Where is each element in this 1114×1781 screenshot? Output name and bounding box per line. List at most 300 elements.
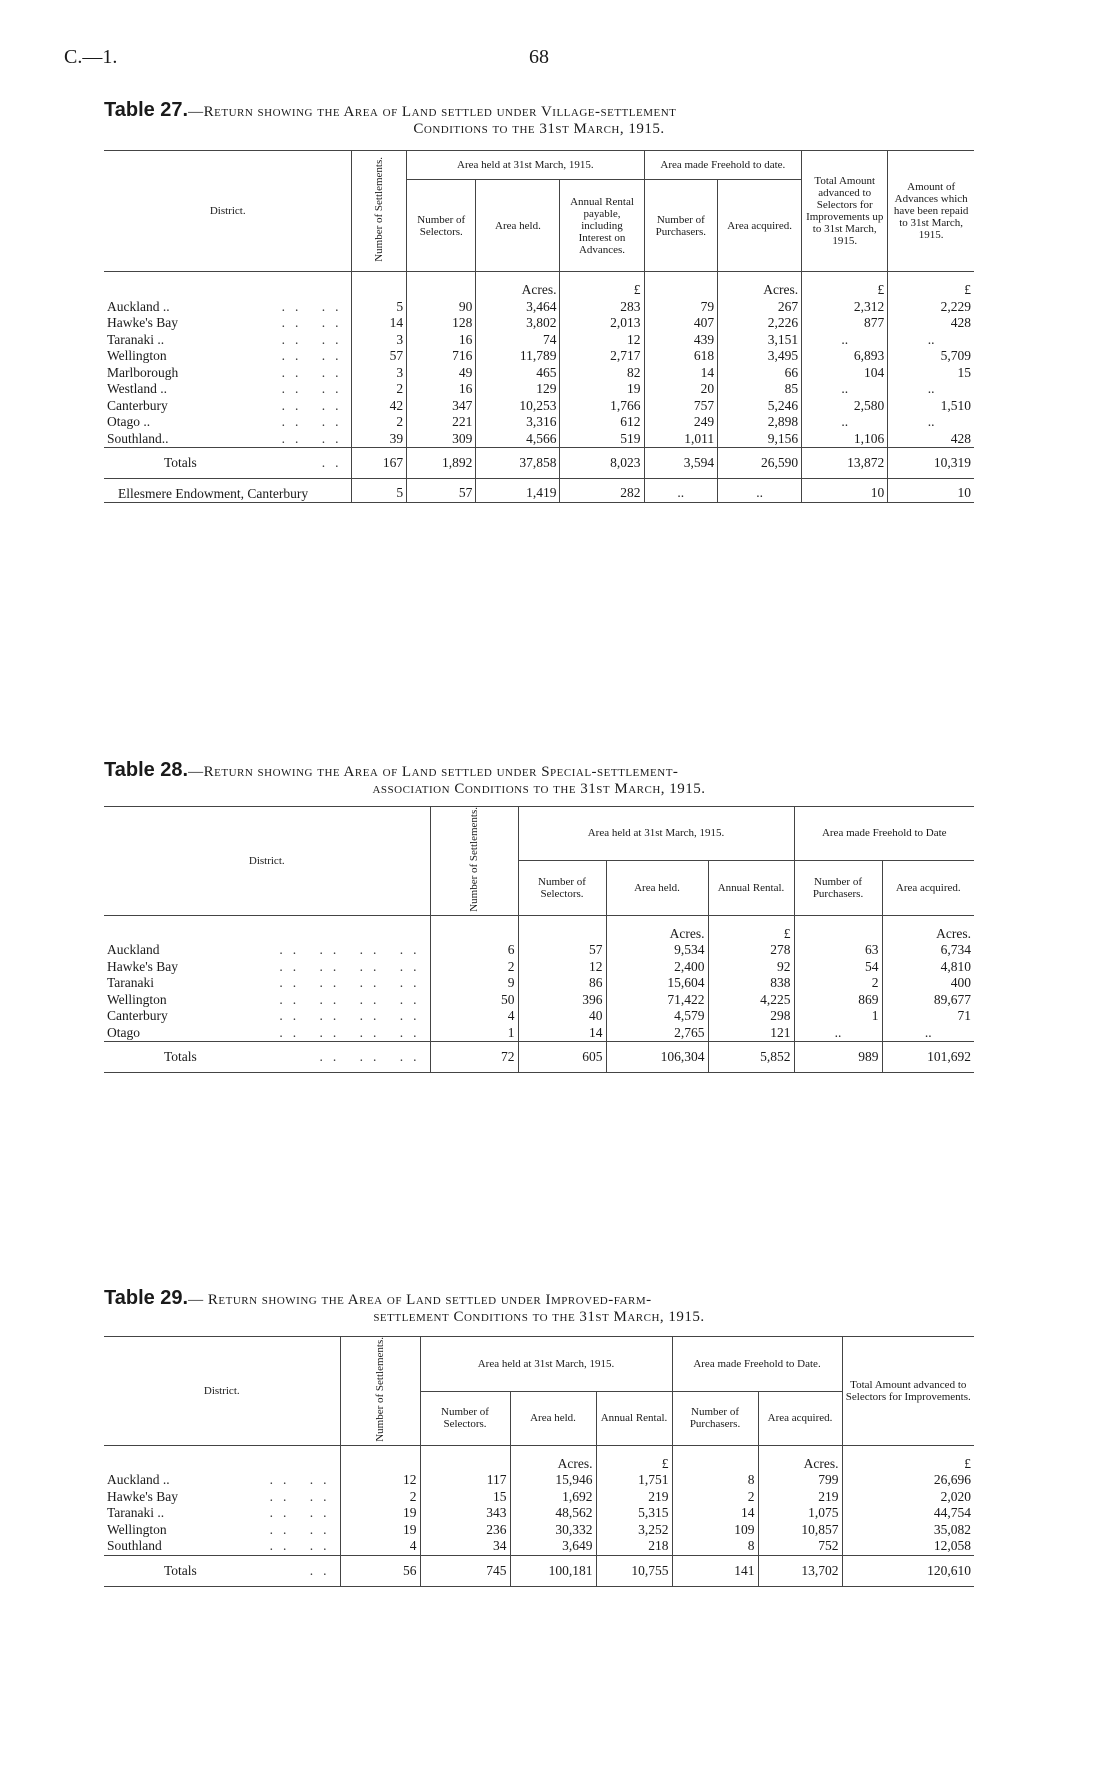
data-cell: 6,734 [882,942,974,959]
t28-header-area-held-group: Area held at 31st March, 1915. [518,807,794,861]
table-row [104,1522,974,1539]
data-cell: 90 [407,299,476,316]
data-cell: 2,717 [560,348,644,365]
t27-header-area-held-group: Area held at 31st March, 1915. [407,151,644,180]
data-cell: 2,226 [718,315,802,332]
unit-label: £ [842,1445,974,1472]
data-cell: 249 [644,414,718,431]
units-cell-district [104,272,352,299]
t29-header-area-held: Area held. [510,1391,596,1445]
extra-cell: 10 [802,479,888,503]
table-row [104,942,974,959]
table29-title-line2: settlement Conditions to the 31st March, 1915. [373,1309,705,1325]
data-cell: 1,075 [758,1505,842,1522]
table-row [104,1472,974,1489]
t29-header-rental: Annual Rental. [596,1391,672,1445]
data-cell: .. [794,1025,882,1042]
district-name: Westland .. .. .. [107,381,349,396]
data-cell: 63 [794,942,882,959]
unit-label: Acres. [718,272,802,299]
data-cell: 612 [560,414,644,431]
t29-header-selectors: Number of Selectors. [420,1391,510,1445]
leader-dots: .. [309,1562,337,1578]
t27-body [104,272,974,503]
data-cell: 219 [758,1489,842,1506]
total-cell: 8,023 [560,448,644,479]
t28-header-freehold-group: Area made Freehold to Date [794,807,974,861]
t27-header-repaid: Amount of Advances which have been repaid to 31st March, 1915. [888,151,974,272]
t28-header-area-held: Area held. [606,860,708,915]
leader-dots: .. .. [281,430,349,446]
table-row [104,315,974,332]
data-cell: 428 [888,431,974,448]
table-row [104,381,974,398]
data-cell: 5,246 [718,398,802,415]
data-cell: 12 [560,332,644,349]
data-cell: 14 [352,315,407,332]
data-cell: 838 [708,975,794,992]
leader-dots: .. .. [281,414,349,429]
leader-dots: .. .. [269,1538,337,1554]
district-name: Canterbury .. .. .. .. [107,1008,427,1024]
data-cell: 396 [518,992,606,1009]
data-cell: 15,946 [510,1472,596,1489]
data-cell: 3,252 [596,1522,672,1539]
data-cell: 519 [560,431,644,448]
data-cell: 298 [708,1008,794,1025]
unit-label: £ [708,915,794,942]
data-cell: 6,893 [802,348,888,365]
unit-label: £ [596,1445,672,1472]
table-row [104,1489,974,1506]
data-cell: 278 [708,942,794,959]
data-cell: 618 [644,348,718,365]
unit-label [340,1445,420,1472]
table-row [104,959,974,976]
data-cell: 50 [430,992,518,1009]
data-cell: 347 [407,398,476,415]
leader-dots: .. .. [269,1472,337,1488]
table27 [104,150,974,503]
district-name: Hawke's Bay .. .. [107,315,349,330]
data-cell: 2 [340,1489,420,1506]
unit-label [420,1445,510,1472]
table27-title-line1: —Return showing the Area of Land settled under Village-settlement [188,104,677,120]
district-name: Taranaki .. .. .. .. [107,975,427,991]
data-cell: .. [888,381,974,398]
data-cell: 35,082 [842,1522,974,1539]
table28-title-line2: association Conditions to the 31st March, 1915. [372,781,706,797]
data-cell: 104 [802,365,888,382]
data-cell: 2,400 [606,959,708,976]
data-cell: 12 [340,1472,420,1489]
unit-label [672,1445,758,1472]
data-cell: 2 [352,414,407,431]
total-cell: 141 [672,1555,758,1586]
totals-row [104,1042,974,1073]
data-cell: 3,802 [476,315,560,332]
data-cell: 4,579 [606,1008,708,1025]
unit-label: Acres. [510,1445,596,1472]
data-cell: .. [802,381,888,398]
data-cell: 9,156 [718,431,802,448]
extra-cell: 282 [560,479,644,503]
total-cell: 13,872 [802,448,888,479]
total-cell: 1,892 [407,448,476,479]
data-cell: 3,495 [718,348,802,365]
data-cell: 1 [430,1025,518,1042]
data-cell: 2 [430,959,518,976]
data-cell: 1,766 [560,398,644,415]
units-row [104,272,974,299]
data-cell: 8 [672,1538,758,1555]
totals-label: Totals .. [104,1555,340,1586]
total-cell: 120,610 [842,1555,974,1586]
table-row [104,1008,974,1025]
data-cell: 14 [672,1505,758,1522]
data-cell: 2 [794,975,882,992]
district-name: Wellington .. .. [107,1521,337,1537]
data-cell: 19 [560,381,644,398]
data-cell: 4 [430,1008,518,1025]
table29-title-line1: — Return showing the Area of Land settled under Improved-farm- [188,1292,652,1308]
table28 [104,806,974,1073]
data-cell: 9,534 [606,942,708,959]
data-cell: 12,058 [842,1538,974,1555]
leader-dots: .. .. [281,364,349,380]
table28-title [104,759,974,798]
data-cell: 3,649 [510,1538,596,1555]
t27-header-freehold-group: Area made Freehold to date. [644,151,802,180]
leader-dots: .. .. [281,298,349,314]
data-cell: 79 [644,299,718,316]
district-name: Auckland .. .. .. .. [107,942,427,958]
district-name: Taranaki .. .. .. [107,331,349,347]
district-name: Wellington .. .. [107,348,349,363]
extra-cell: .. [644,479,718,503]
t27-header-settlements: Number of Settlements. [352,151,407,272]
table-row [104,1538,974,1555]
data-cell: 15,604 [606,975,708,992]
unit-label: Acres. [758,1445,842,1472]
page-number: 68 [529,46,549,68]
data-cell: 4 [340,1538,420,1555]
leader-dots: .. .. [281,348,349,363]
data-cell: 799 [758,1472,842,1489]
data-cell: 3,316 [476,414,560,431]
extra-cell: 1,419 [476,479,560,503]
total-cell: 10,319 [888,448,974,479]
data-cell: .. [802,332,888,349]
table-row [104,332,974,349]
data-cell: 57 [518,942,606,959]
leader-dots: .. .. [281,381,349,396]
data-cell: 66 [718,365,802,382]
data-cell: 15 [420,1489,510,1506]
district-name: Southland .. .. [107,1538,337,1554]
data-cell: 14 [518,1025,606,1042]
data-cell: 1,692 [510,1489,596,1506]
data-cell: 1,106 [802,431,888,448]
t28-header-district: District. [104,807,430,916]
district-name: Otago .. .. .. .. [107,1024,427,1040]
data-cell: 5 [352,299,407,316]
data-cell: 6 [430,942,518,959]
leader-dots: .. .. .. .. [279,1024,427,1040]
data-cell: 44,754 [842,1505,974,1522]
data-cell: 26,696 [842,1472,974,1489]
total-cell: 26,590 [718,448,802,479]
data-cell: 465 [476,365,560,382]
leader-dots: .. .. [269,1505,337,1521]
district-name: Auckland .. .. .. [107,298,349,314]
t27-header-area-acquired: Area acquired. [718,180,802,272]
data-cell: 400 [882,975,974,992]
unit-label [352,272,407,299]
data-cell: 92 [708,959,794,976]
data-cell: 121 [708,1025,794,1042]
district-name: Wellington .. .. .. .. [107,991,427,1007]
table-row [104,299,974,316]
total-cell: 3,594 [644,448,718,479]
leader-dots: .. .. [269,1521,337,1537]
data-cell: 48,562 [510,1505,596,1522]
t28-body [104,915,974,1073]
data-cell: 1 [794,1008,882,1025]
data-cell: 407 [644,315,718,332]
data-cell: 117 [420,1472,510,1489]
units-row [104,1445,974,1472]
table28-title-line1: —Return showing the Area of Land settled under Special-settlement- [188,764,679,780]
data-cell: 2,229 [888,299,974,316]
data-cell: 267 [718,299,802,316]
unit-label [430,915,518,942]
t29-header-area-acquired: Area acquired. [758,1391,842,1445]
table-row [104,431,974,448]
leader-dots: .. .. .. .. [279,991,427,1007]
data-cell: 2,580 [802,398,888,415]
t28-header-purchasers: Number of Purchasers. [794,860,882,915]
total-cell: 106,304 [606,1042,708,1073]
data-cell: 14 [644,365,718,382]
data-cell: 428 [888,315,974,332]
unit-label: Acres. [606,915,708,942]
data-cell: 71 [882,1008,974,1025]
total-cell: 37,858 [476,448,560,479]
total-cell: 5,852 [708,1042,794,1073]
district-name: Hawke's Bay .. .. [107,1488,337,1504]
data-cell: 40 [518,1008,606,1025]
unit-label [518,915,606,942]
data-cell: 309 [407,431,476,448]
totals-row [104,1555,974,1586]
district-name: Hawke's Bay .. .. .. .. [107,958,427,974]
total-cell: 56 [340,1555,420,1586]
data-cell: 12 [518,959,606,976]
data-cell: 221 [407,414,476,431]
t28-header-settlements: Number of Settlements. [430,807,518,916]
data-cell: 752 [758,1538,842,1555]
total-cell: 100,181 [510,1555,596,1586]
units-cell-district [104,1445,340,1472]
data-cell: 34 [420,1538,510,1555]
data-cell: 74 [476,332,560,349]
t27-header-purchasers: Number of Purchasers. [644,180,718,272]
leader-dots: .. .. .. [319,1049,427,1065]
district-name: Southland.. .. .. [107,430,349,446]
data-cell: 3 [352,332,407,349]
data-cell: 2,312 [802,299,888,316]
unit-label: Acres. [476,272,560,299]
data-cell: 42 [352,398,407,415]
leader-dots: .. .. .. .. [279,1008,427,1024]
data-cell: 49 [407,365,476,382]
district-name: Canterbury .. .. [107,397,349,413]
t29-header-area-held-group: Area held at 31st March, 1915. [420,1337,672,1392]
total-cell: 745 [420,1555,510,1586]
data-cell: 11,789 [476,348,560,365]
data-cell: 2 [672,1489,758,1506]
table29 [104,1336,974,1587]
t29-header-freehold-group: Area made Freehold to Date. [672,1337,842,1392]
unit-label [794,915,882,942]
data-cell: .. [888,332,974,349]
extra-label: Ellesmere Endowment, Canterbury [104,479,352,503]
data-cell: .. [888,414,974,431]
data-cell: 86 [518,975,606,992]
data-cell: 2 [352,381,407,398]
data-cell: 1,510 [888,398,974,415]
table-row [104,1025,974,1042]
totals-label: Totals .. .. .. [104,1042,430,1073]
data-cell: 15 [888,365,974,382]
data-cell: 1,011 [644,431,718,448]
data-cell: 3,151 [718,332,802,349]
table27-title [104,99,974,138]
total-cell: 13,702 [758,1555,842,1586]
table-row [104,975,974,992]
t28-header-rental: Annual Rental. [708,860,794,915]
t27-header-selectors: Number of Selectors. [407,180,476,272]
district-name: Marlborough .. .. [107,364,349,380]
data-cell: 89,677 [882,992,974,1009]
leader-dots: .. .. .. .. [279,958,427,974]
data-cell: 16 [407,332,476,349]
table-row [104,1505,974,1522]
data-cell: 5,315 [596,1505,672,1522]
data-cell: 877 [802,315,888,332]
data-cell: 218 [596,1538,672,1555]
data-cell: 2,898 [718,414,802,431]
data-cell: 109 [672,1522,758,1539]
data-cell: 219 [596,1489,672,1506]
data-cell: .. [802,414,888,431]
extra-cell: 10 [888,479,974,503]
leader-dots: .. .. .. .. [279,942,427,958]
extra-cell: .. [718,479,802,503]
table29-number: Table 29. [104,1287,189,1309]
total-cell: 167 [352,448,407,479]
data-cell: .. [882,1025,974,1042]
table29-title [104,1287,974,1326]
t29-header-settlements: Number of Settlements. [340,1337,420,1446]
total-cell: 989 [794,1042,882,1073]
table-row [104,365,974,382]
data-cell: 716 [407,348,476,365]
data-cell: 2,020 [842,1489,974,1506]
data-cell: 20 [644,381,718,398]
data-cell: 8 [672,1472,758,1489]
total-cell: 605 [518,1042,606,1073]
data-cell: 16 [407,381,476,398]
data-cell: 2,765 [606,1025,708,1042]
t28-header-selectors: Number of Selectors. [518,860,606,915]
leader-dots: .. .. [281,331,349,347]
data-cell: 3 [352,365,407,382]
series-code: C.—1. [64,46,118,68]
unit-label: Acres. [882,915,974,942]
data-cell: 5,709 [888,348,974,365]
units-cell-district [104,915,430,942]
extra-row [104,479,974,503]
leader-dots: .. .. [269,1488,337,1504]
data-cell: 4,566 [476,431,560,448]
data-cell: 19 [340,1505,420,1522]
t27-header-rental: Annual Rental payable, including Interest on Advances. [560,180,644,272]
data-cell: 10,253 [476,398,560,415]
data-cell: 57 [352,348,407,365]
t27-header-total-advanced: Total Amount advanced to Selectors for Improvements up to 31st March, 1915. [802,151,888,272]
table28-number: Table 28. [104,759,189,781]
t29-header-purchasers: Number of Purchasers. [672,1391,758,1445]
data-cell: 757 [644,398,718,415]
t29-body [104,1445,974,1586]
units-row [104,915,974,942]
unit-label: £ [560,272,644,299]
data-cell: 39 [352,431,407,448]
data-cell: 2,013 [560,315,644,332]
data-cell: 19 [340,1522,420,1539]
district-name: Taranaki .. .. .. [107,1505,337,1521]
unit-label [644,272,718,299]
table-row [104,414,974,431]
district-name: Auckland .. .. .. [107,1472,337,1488]
district-name: Otago .. .. .. [107,414,349,429]
leader-dots: .. [321,454,349,470]
data-cell: 343 [420,1505,510,1522]
data-cell: 71,422 [606,992,708,1009]
data-cell: 85 [718,381,802,398]
total-cell: 10,755 [596,1555,672,1586]
data-cell: 4,225 [708,992,794,1009]
table27-title-line2: Conditions to the 31st March, 1915. [413,121,665,137]
data-cell: 54 [794,959,882,976]
unit-label: £ [802,272,888,299]
table-row [104,398,974,415]
data-cell: 236 [420,1522,510,1539]
leader-dots: .. .. [281,397,349,413]
totals-row [104,448,974,479]
unit-label [407,272,476,299]
data-cell: 82 [560,365,644,382]
totals-label: Totals .. [104,448,352,479]
t27-header-area-held: Area held. [476,180,560,272]
data-cell: 10,857 [758,1522,842,1539]
t28-header-area-acquired: Area acquired. [882,860,974,915]
data-cell: 30,332 [510,1522,596,1539]
data-cell: 283 [560,299,644,316]
table27-number: Table 27. [104,99,189,121]
